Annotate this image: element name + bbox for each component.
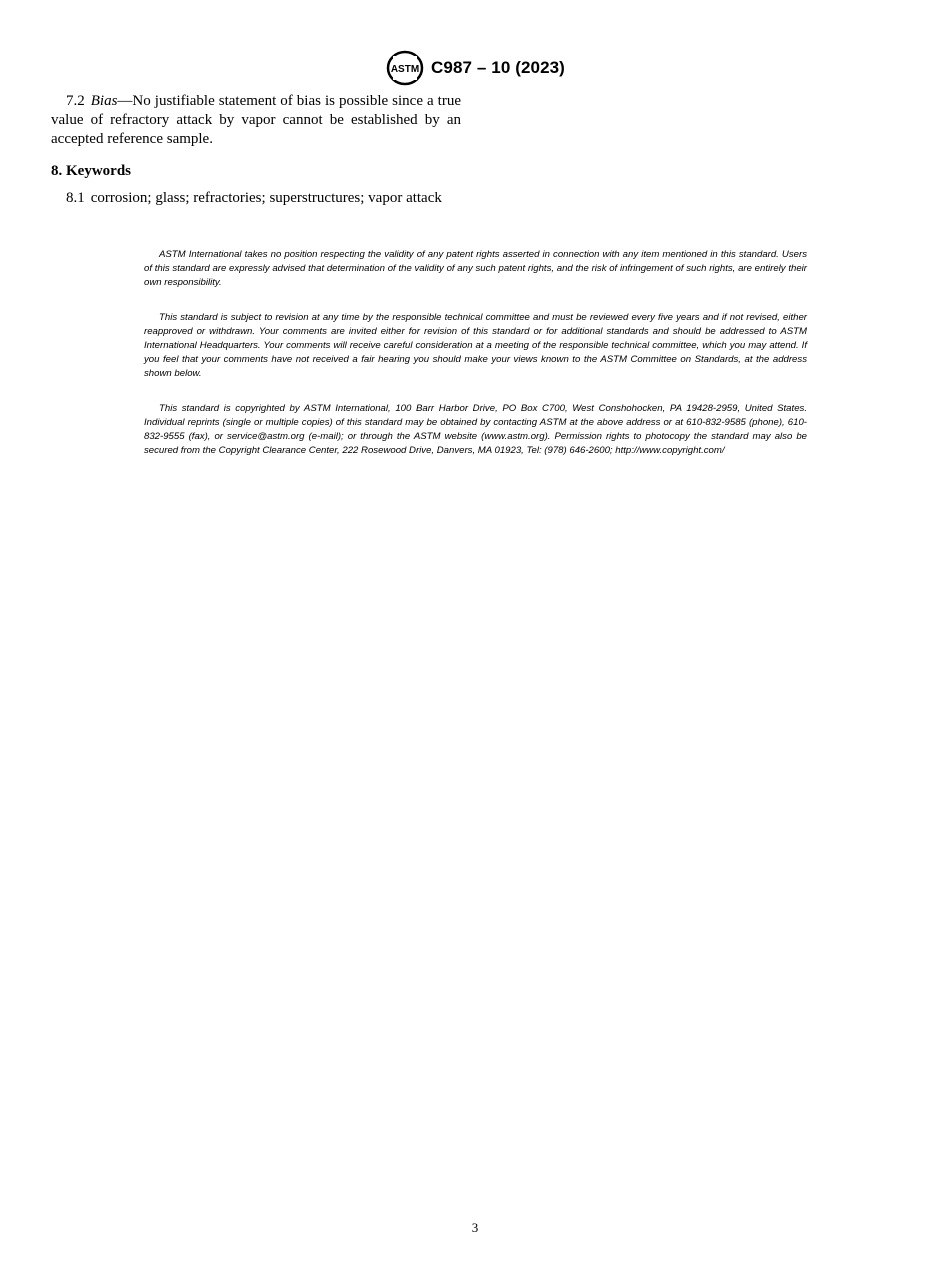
term-bias: Bias [90,93,118,109]
section-heading-keywords: 8. Keywords [51,163,131,179]
paragraph-number: 7.2 [66,93,85,109]
paragraph-8-1 [51,189,461,208]
astm-logo-text: ASTM [390,64,420,75]
legal-notices [144,248,807,479]
standard-designation: C987 – 10 (2023) [431,58,565,77]
astm-logo-icon [385,50,425,86]
paragraph-7-2 [51,92,461,149]
keywords-text: corrosion; glass; refractories; superstructures; vapor attack [90,190,442,206]
page-number: 3 [471,1220,479,1235]
paragraph-text: —No justifiable statement of bias is possible since a true value of refractory attack by vapor cannot be established by an accepted reference sample. [51,93,461,147]
revision-notice: This standard is subject to revision at any time by the responsible technical committee and must be reviewed every five years and if not revised, either reapproved or withdrawn. Your comments are invited either for revision of this standard or for additional standards and should be addressed to ASTM International Headquarters. Your comments will receive careful consideration at a meeting of the responsible technical committee, which you may attend. If you feel that your comments have not received a fair hearing you should make your views known to the ASTM Committee on Standards, at the address shown below. [144,312,807,379]
page-header [0,50,950,86]
left-column [51,92,461,208]
copyright-notice: This standard is copyrighted by ASTM International, 100 Barr Harbor Drive, PO Box C700, West Conshohocken, PA 19428-2959, United States. Individual reprints (single or multiple copies) of this standard may be obtained by contacting ASTM at the above address or at 610-832-9585 (phone), 610-832-9555 (fax), or service@astm.org (e-mail); or through the ASTM website (www.astm.org). Permission rights to photocopy the standard may also be secured from the Copyright Clearance Center, 222 Rosewood Drive, Danvers, MA 01923, Tel: (978) 646-2600; http://www.copyright.com/ [144,403,807,456]
patent-notice: ASTM International takes no position respecting the validity of any patent rights asserted in connection with any item mentioned in this standard. Users of this standard are expressly advised that determination of the validity of any such patent rights, and the risk of infringement of such rights, are entirely their own responsibility. [144,249,807,288]
paragraph-number: 8.1 [66,190,85,206]
